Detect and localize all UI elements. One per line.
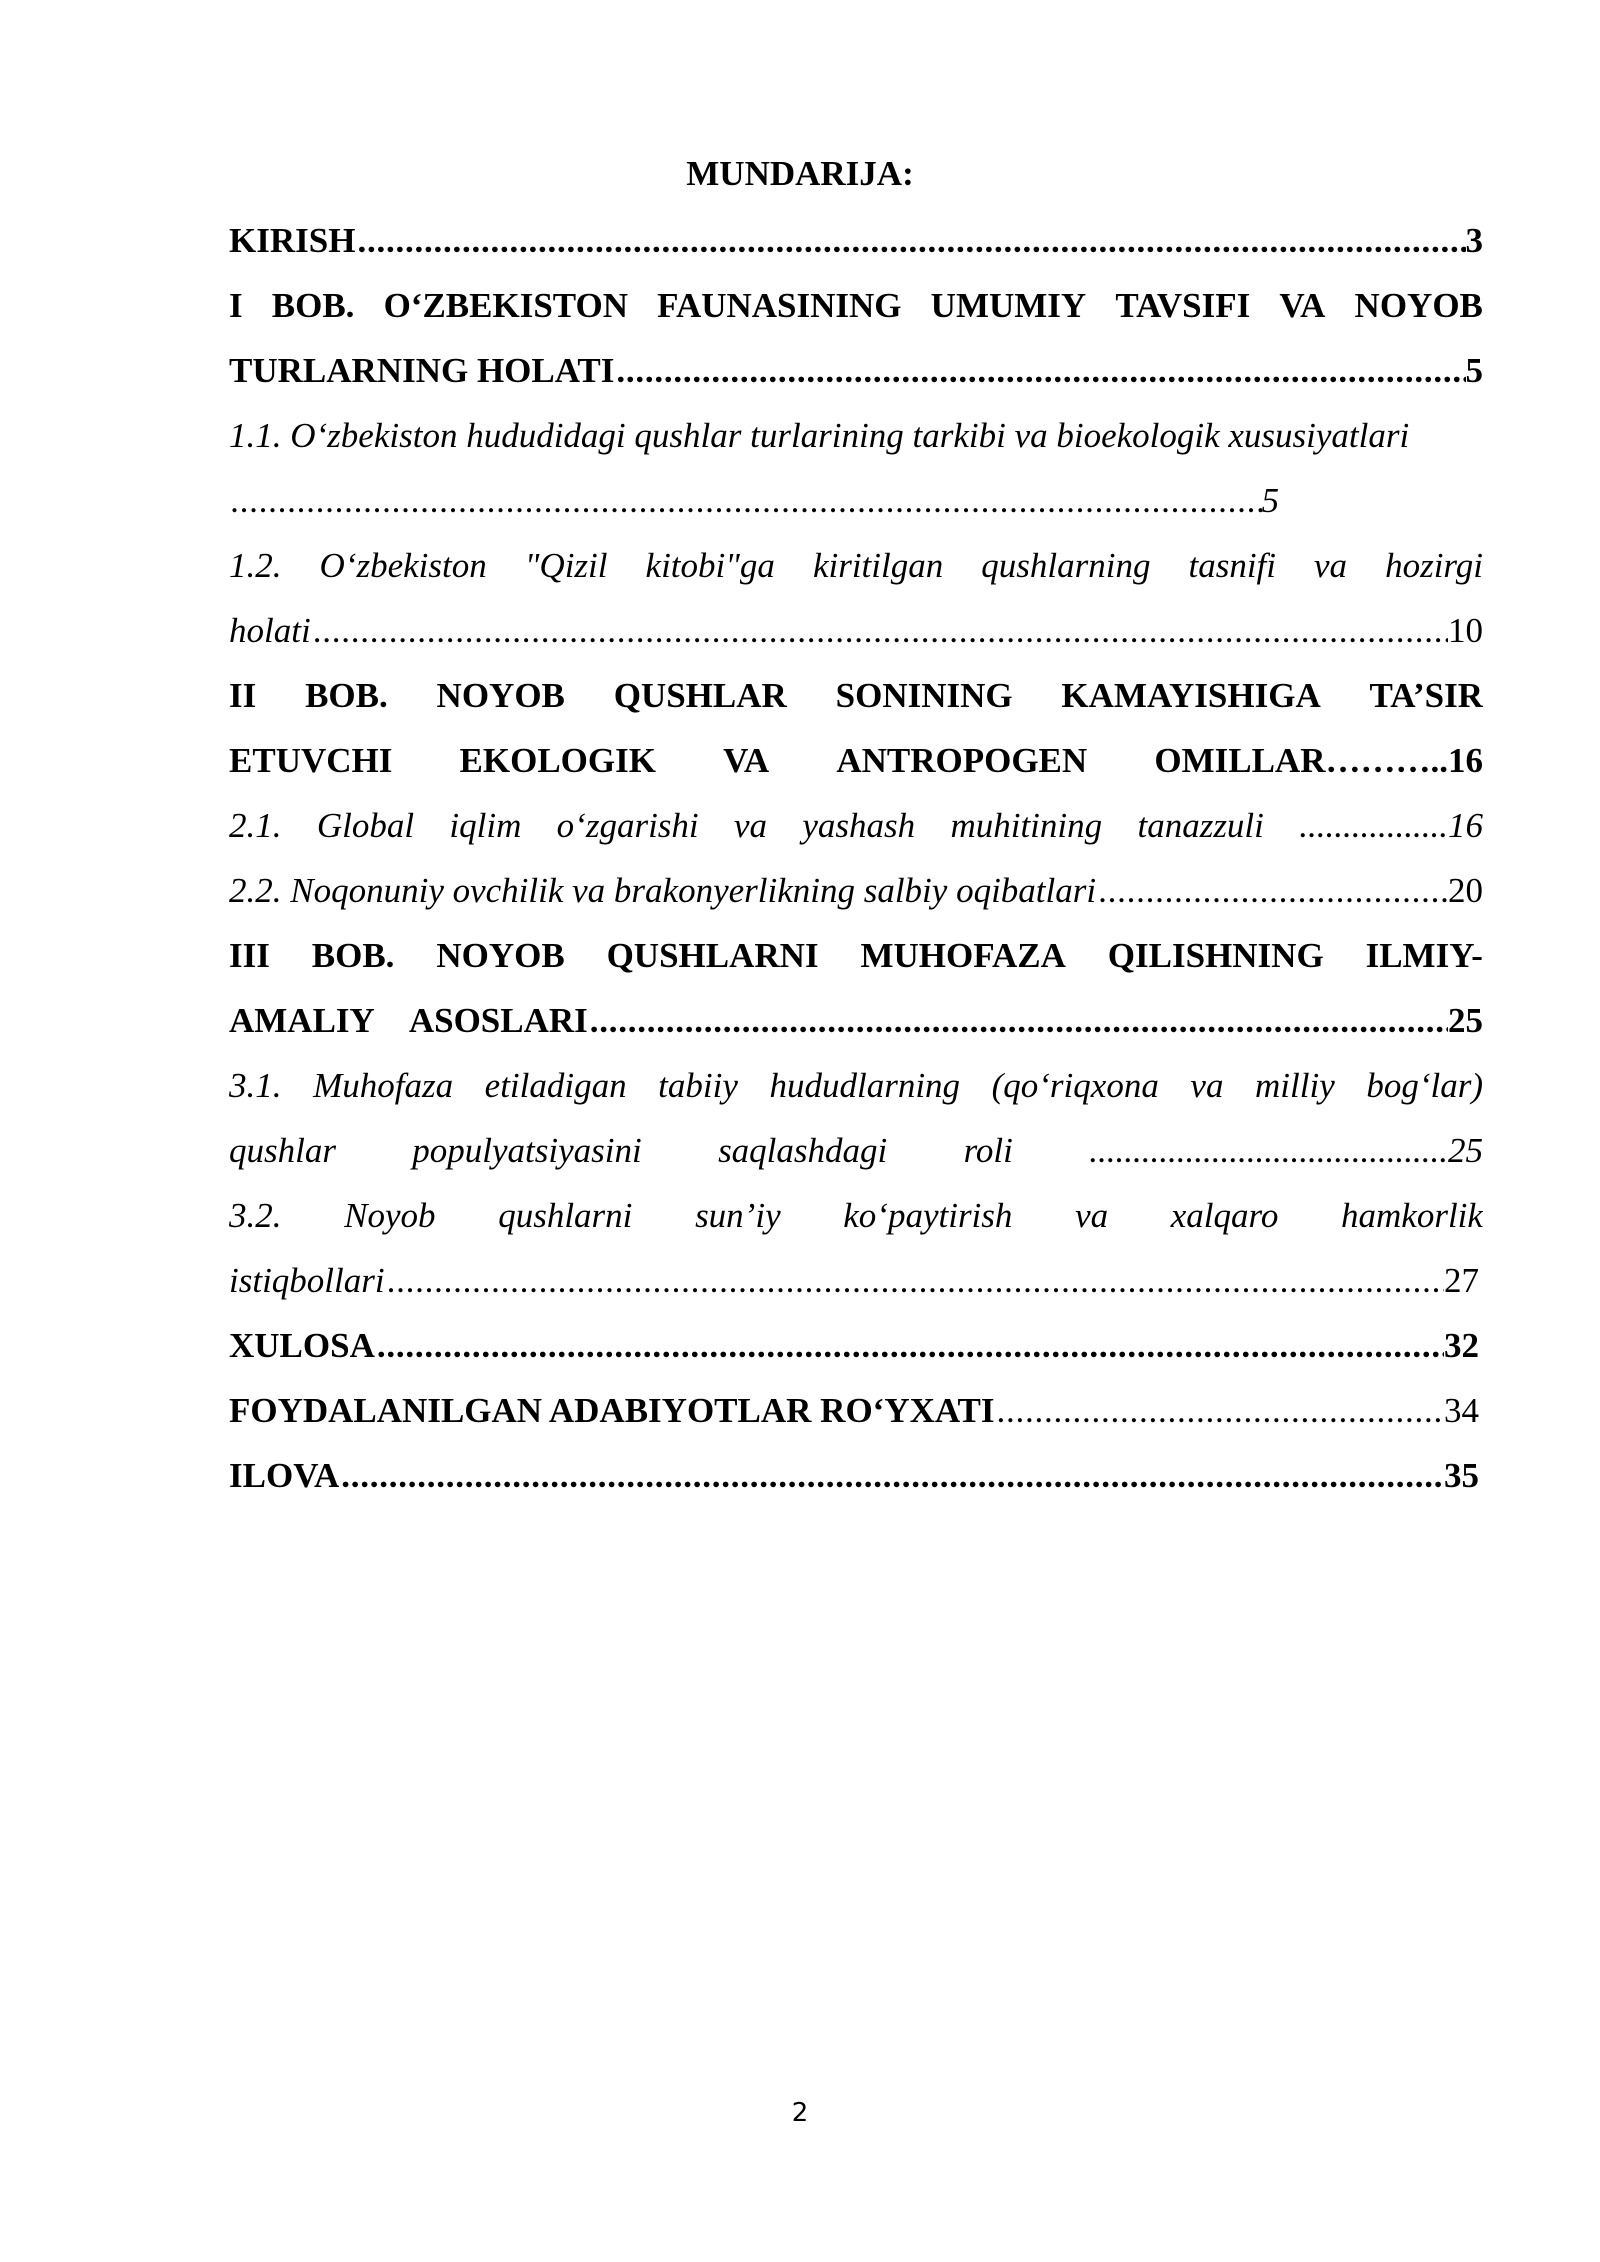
dot-leader (614, 338, 1465, 403)
toc-entry-3-2-line1[interactable] (229, 1183, 1483, 1248)
word: sun’iy (695, 1196, 781, 1235)
word: VA (1279, 286, 1326, 325)
toc-entry-title: 1.1. O‘zbekiston hududidagi qushlar turlarining tarkibi va bioekologik xususiyatlari (229, 416, 1410, 455)
word: FAUNASINING (657, 286, 902, 325)
toc-entry-title: istiqbollari (229, 1261, 385, 1300)
word: saqlashdagi (718, 1131, 888, 1170)
toc-entry-tail (1154, 728, 1483, 793)
toc-entry-xulosa[interactable] (229, 1313, 1479, 1378)
word: kiritilgan (812, 546, 944, 585)
toc-page-number: 27 (1444, 1261, 1479, 1300)
word: tabiiy (658, 1066, 738, 1105)
toc-entry-tail (1299, 793, 1483, 858)
word: II (229, 676, 257, 715)
dot-leader (339, 1443, 1444, 1508)
toc-entry-2-1[interactable] (229, 793, 1483, 858)
word: TA’SIR (1369, 676, 1483, 715)
word: SONINING (835, 676, 1013, 715)
word: yashash (802, 806, 916, 845)
word: 3.1. (229, 1066, 282, 1105)
dot-leader (355, 208, 1465, 273)
word: hozirgi (1385, 546, 1483, 585)
word: va (733, 806, 768, 845)
word: qushlarni (498, 1196, 633, 1235)
dot-leader (1096, 858, 1448, 923)
dot-leader (311, 598, 1448, 663)
toc-page-number: 5 (1261, 481, 1279, 520)
toc-entry-title: ILOVA (229, 1456, 340, 1495)
page-number: 2 (791, 2098, 809, 2128)
toc-entry-2-2[interactable] (229, 858, 1483, 923)
toc-entry-bob1-line1[interactable] (229, 273, 1483, 338)
word: ETUVCHI (229, 741, 393, 780)
word: ASOSLARI (408, 1001, 588, 1040)
word: QUSHLAR (613, 676, 787, 715)
word: O‘ZBEKISTON (383, 286, 629, 325)
toc-entry-bob3-line2[interactable] (229, 988, 1483, 1053)
toc-page-number: 35 (1444, 1456, 1479, 1495)
word: iqlim (449, 806, 522, 845)
toc-entry-bob3-line1[interactable] (229, 923, 1483, 988)
word: QUSHLARNI (606, 936, 819, 975)
word: Noyob (344, 1196, 436, 1235)
word: AMALIY (229, 1001, 375, 1040)
dot-leader (588, 988, 1448, 1053)
word: NOYOB (1354, 286, 1483, 325)
word: TAVSIFI (1115, 286, 1251, 325)
word: muhitining (950, 806, 1103, 845)
word: roli (963, 1131, 1013, 1170)
word: NOYOB (436, 676, 565, 715)
toc-entry-1-1-line1[interactable] (229, 403, 1483, 468)
toc-heading: MUNDARIJA: (686, 154, 914, 193)
toc-page-number: 16 (1447, 741, 1483, 780)
word: va (1075, 1196, 1109, 1235)
toc-entry-ilova[interactable] (229, 1443, 1479, 1508)
word: populyatsiyasini (412, 1131, 642, 1170)
word: "Qizil (524, 546, 608, 585)
toc-entry-bob1-line2[interactable] (229, 338, 1483, 403)
toc-page-number: 3 (1465, 221, 1483, 260)
word: QILISHNING (1107, 936, 1324, 975)
word: va (1190, 1066, 1224, 1105)
word: etiladigan (484, 1066, 627, 1105)
toc-entry-adabiyotlar[interactable] (229, 1378, 1479, 1443)
word: I (229, 286, 243, 325)
toc-entry-3-1-line1[interactable] (229, 1053, 1483, 1118)
dot-leader: ................. (1299, 806, 1448, 845)
word: hamkorlik (1341, 1196, 1483, 1235)
word: ko‘paytirish (843, 1196, 1013, 1235)
dot-leader (385, 1248, 1444, 1313)
word: 1.2. (229, 546, 282, 585)
toc-entry-title: KIRISH (229, 221, 356, 260)
toc-entry-1-1-line2[interactable] (229, 468, 1279, 533)
toc-entry-title: FOYDALANILGAN ADABIYOTLAR RO‘YXATI (229, 1391, 995, 1430)
toc-page-number: 34 (1444, 1391, 1479, 1430)
word: milliy (1255, 1066, 1335, 1105)
word: 3.2. (229, 1196, 282, 1235)
word: Muhofaza (313, 1066, 454, 1105)
word: NOYOB (436, 936, 565, 975)
word: qushlar (229, 1131, 336, 1170)
toc-entry-1-2-line2[interactable] (229, 598, 1483, 663)
word: EKOLOGIK (459, 741, 656, 780)
toc-entry-kirish[interactable] (229, 208, 1483, 273)
toc-entry-1-2-line1[interactable] (229, 533, 1483, 598)
word: (qo‘riqxona (991, 1066, 1159, 1105)
word: VA (723, 741, 770, 780)
toc-entry-title: 2.2. Noqonuniy ovchilik va brakonyerlikning salbiy oqibatlari (229, 871, 1097, 910)
word: O‘zbekiston (319, 546, 487, 585)
word: tanazzuli (1137, 806, 1264, 845)
toc-page-number: 5 (1465, 351, 1483, 390)
word: BOB. (305, 676, 388, 715)
toc-entry-bob2-line1[interactable] (229, 663, 1483, 728)
word: kitobi"ga (645, 546, 775, 585)
word: Global (316, 806, 415, 845)
toc-entry-title: TURLARNING HOLATI (229, 351, 615, 390)
dot-leader (375, 1313, 1444, 1378)
table-of-contents (229, 208, 1483, 1508)
word: ILMIY- (1365, 936, 1483, 975)
word: MUHOFAZA (860, 936, 1066, 975)
word: o‘zgarishi (556, 806, 699, 845)
toc-entry-title: holati (229, 611, 311, 650)
word: va (1314, 546, 1348, 585)
toc-entry-title: XULOSA (229, 1326, 375, 1365)
toc-page-number: 25 (1448, 1001, 1483, 1040)
toc-entry-3-2-line2[interactable] (229, 1248, 1479, 1313)
toc-page-number: 16 (1447, 806, 1483, 845)
word: 2.1. (229, 806, 282, 845)
word: III (229, 936, 270, 975)
dot-leader: ……….. (1325, 741, 1448, 780)
dot-leader: ......................................... (1089, 1131, 1448, 1170)
word: ANTROPOGEN (836, 741, 1088, 780)
word: BOB. (271, 286, 355, 325)
toc-entry-bob2-line2[interactable] (229, 728, 1483, 793)
word: bog‘lar) (1366, 1066, 1483, 1105)
toc-page-number: 10 (1448, 611, 1483, 650)
toc-page-number: 25 (1447, 1131, 1483, 1170)
word: qushlarning (981, 546, 1151, 585)
dot-leader (995, 1378, 1444, 1443)
toc-entry-3-1-line2[interactable] (229, 1118, 1483, 1183)
dot-leader (229, 468, 1262, 533)
word: UMUMIY (930, 286, 1087, 325)
word: OMILLAR (1154, 741, 1326, 780)
toc-page-number: 32 (1444, 1326, 1479, 1365)
toc-page-number: 20 (1448, 871, 1483, 910)
word: KAMAYISHIGA (1061, 676, 1321, 715)
word: BOB. (311, 936, 395, 975)
toc-entry-tail (1089, 1118, 1483, 1183)
word: hududlarning (769, 1066, 961, 1105)
word: tasnifi (1188, 546, 1276, 585)
word: xalqaro (1170, 1196, 1279, 1235)
